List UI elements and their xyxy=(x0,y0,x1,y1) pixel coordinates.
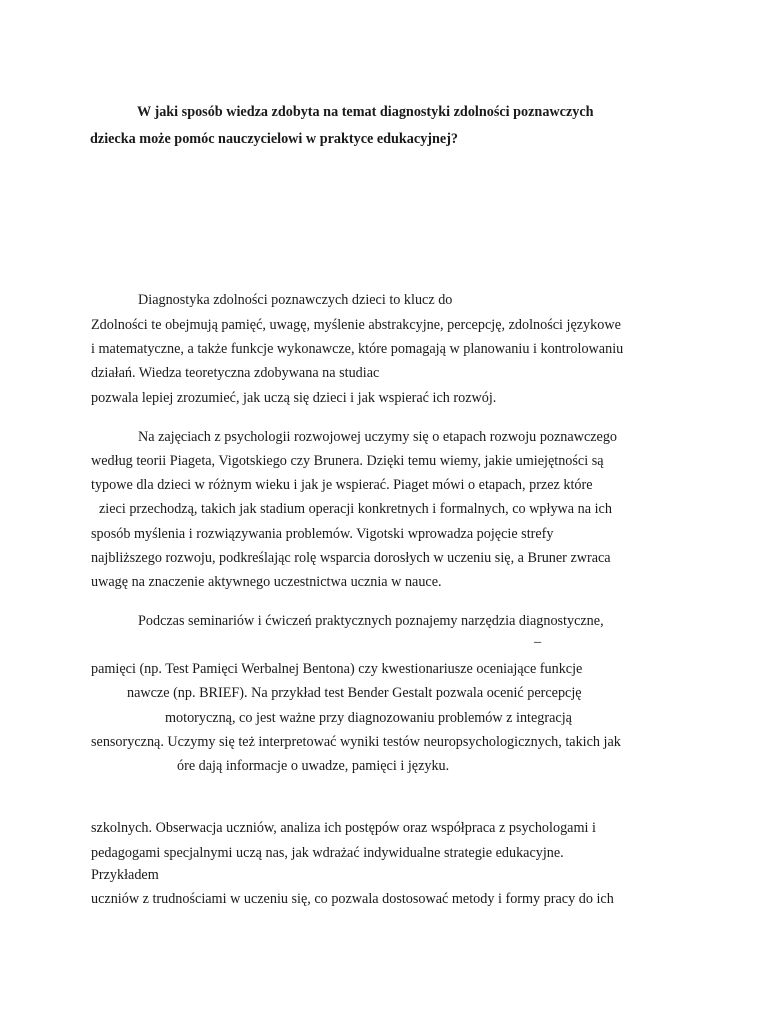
paragraph-3-dash: – xyxy=(534,634,542,650)
paragraph-2-line-1: Na zajęciach z psychologii rozwojowej uczymy się o etapach rozwoju poznawczego xyxy=(138,429,618,445)
paragraph-3-line-1: Podczas seminariów i ćwiczeń praktycznych poznajemy narzędzia diagnostyczne, xyxy=(138,613,604,629)
paragraph-4-line-1: szkolnych. Obserwacja uczniów, analiza ich postępów oraz współpraca z psychologami i xyxy=(91,820,596,836)
paragraph-2-line-7: uwagę na znaczenie aktywnego uczestnictwa ucznia w nauce. xyxy=(91,574,442,590)
paragraph-3-line-3: nawcze (np. BRIEF). Na przykład test Bender Gestalt pozwala ocenić percepcję xyxy=(127,685,582,701)
paragraph-2-line-2: według teorii Piageta, Vigotskiego czy Brunera. Dzięki temu wiemy, jakie umiejętności są xyxy=(91,453,604,469)
paragraph-2-line-6: najbliższego rozwoju, podkreślając rolę wsparcia dorosłych w uczeniu się, a Bruner zwraca xyxy=(91,550,611,566)
paragraph-2-line-3: typowe dla dzieci w różnym wieku i jak je wspierać. Piaget mówi o etapach, przez które xyxy=(91,477,593,493)
paragraph-2-line-5: sposób myślenia i rozwiązywania problemów. Vigotski wprowadza pojęcie strefy xyxy=(91,526,554,542)
paragraph-2-line-4: zieci przechodzą, takich jak stadium operacji konkretnych i formalnych, co wpływa na ich xyxy=(99,501,612,517)
paragraph-4-line-2: pedagogami specjalnymi uczą nas, jak wdrażać indywidualne strategie edukacyjne. xyxy=(91,845,564,861)
paragraph-3-line-6: óre dają informacje o uwadze, pamięci i języku. xyxy=(177,758,450,774)
paragraph-3-line-5: sensoryczną. Uczymy się też interpretować wyniki testów neuropsychologicznych, takich jak xyxy=(91,734,621,750)
paragraph-4-line-3: Przykładem xyxy=(91,867,159,883)
paragraph-1-line-2: Zdolności te obejmują pamięć, uwagę, myślenie abstrakcyjne, percepcję, zdolności językowe xyxy=(91,317,621,333)
paragraph-1-line-3: i matematyczne, a także funkcje wykonawcze, które pomagają w planowaniu i kontrolowaniu xyxy=(91,341,624,357)
title-line-1: W jaki sposób wiedza zdobyta na temat diagnostyki zdolności poznawczych xyxy=(137,104,594,120)
paragraph-3-line-4: motoryczną, co jest ważne przy diagnozowaniu problemów z integracją xyxy=(165,710,572,726)
title-line-2: dziecka może pomóc nauczycielowi w praktyce edukacyjnej? xyxy=(90,131,459,147)
paragraph-4-line-4: uczniów z trudnościami w uczeniu się, co pozwala dostosować metody i formy pracy do ich xyxy=(91,891,614,907)
paragraph-1-line-1: Diagnostyka zdolności poznawczych dzieci to klucz do xyxy=(138,292,453,308)
paragraph-1-line-4: działań. Wiedza teoretyczna zdobywana na studiac xyxy=(91,365,380,381)
paragraph-1-line-5: pozwala lepiej zrozumieć, jak uczą się dzieci i jak wspierać ich rozwój. xyxy=(91,390,497,406)
paragraph-3-line-2: pamięci (np. Test Pamięci Werbalnej Bentona) czy kwestionariusze oceniające funkcje xyxy=(91,661,583,677)
